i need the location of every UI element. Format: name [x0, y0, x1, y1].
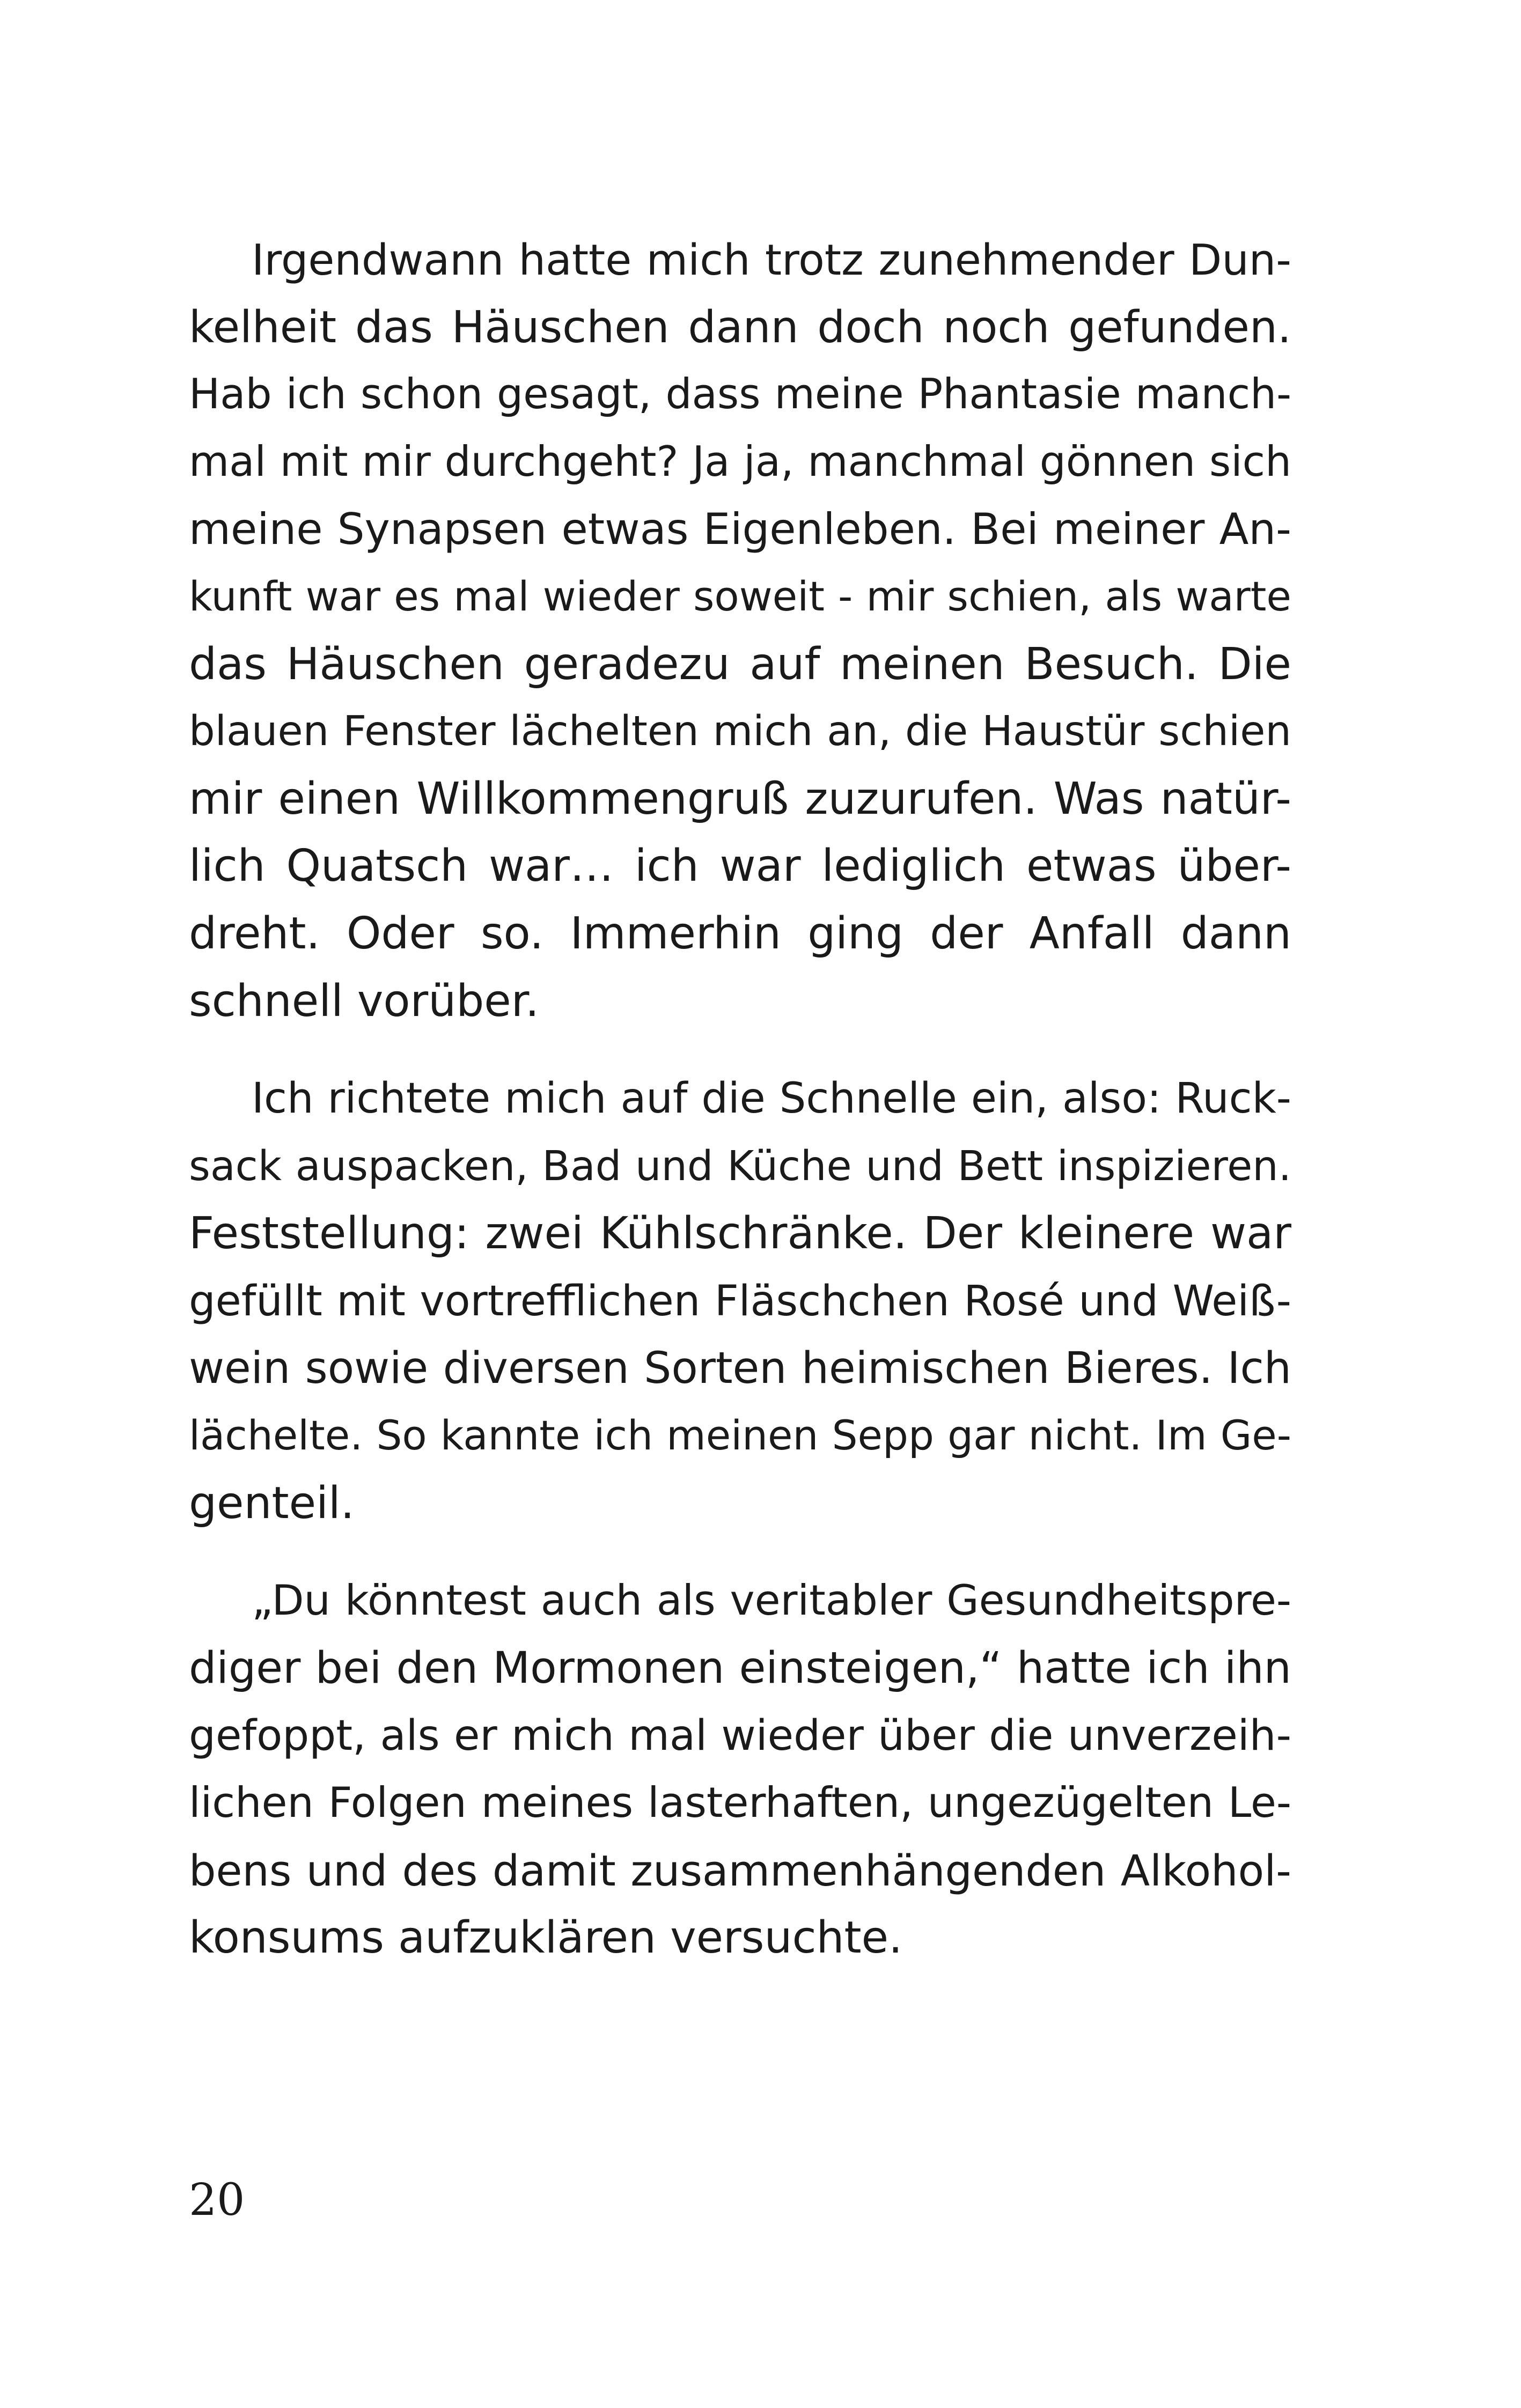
text-line: Irgendwann hatte mich trotz zunehmender Dun-: [252, 235, 1291, 285]
text-line: genteil.: [189, 1477, 355, 1529]
paragraph-spacer: [189, 1537, 1291, 1567]
text-line: mal mit mir durchgeht? Ja ja, manchmal gönnen sich: [189, 437, 1291, 486]
text-line: dreht. Oder so. Immerhin ging der Anfall dann: [189, 908, 1291, 959]
text-line: mir einen Willkommengruß zuzurufen. Was natür-: [189, 773, 1291, 824]
text-line: meine Synapsen etwas Eigenleben. Bei meiner An-: [189, 504, 1291, 555]
text-line: kelheit das Häuschen dann doch noch gefunden.: [189, 301, 1291, 353]
text-line: gefoppt, als er mich mal wieder über die unverzeih-: [189, 1711, 1291, 1761]
text-line: das Häuschen geradezu auf meinen Besuch. Die: [189, 638, 1291, 690]
text-line: lächelte. So kannte ich meinen Sepp gar nicht. Im Ge-: [189, 1412, 1291, 1460]
text-line: „Du könntest auch als veritabler Gesundheitspre-: [252, 1577, 1291, 1625]
paragraph-spacer: [189, 1035, 1291, 1065]
text-line: kunft war es mal wieder soweit - mir schien, als warte: [189, 572, 1291, 620]
paragraph-2: [189, 1065, 1291, 1537]
page-number: 20: [189, 2175, 245, 2226]
text-line: Ich richtete mich auf die Schnelle ein, also: Ruck-: [252, 1074, 1291, 1123]
text-line: Feststellung: zwei Kühlschränke. Der kleinere war: [189, 1208, 1291, 1260]
text-line: lichen Folgen meines lasterhaften, ungezügelten Le-: [189, 1779, 1291, 1828]
text-line: wein sowie diversen Sorten heimischen Bieres. Ich: [189, 1343, 1291, 1394]
text-line: Hab ich schon gesagt, dass meine Phantasie manch-: [189, 370, 1291, 419]
text-line: diger bei den Mormonen einsteigen,“ hatte ich ihn: [189, 1643, 1291, 1693]
text-line: lich Quatsch war… ich war lediglich etwas über-: [189, 841, 1291, 892]
body-text: [189, 226, 1291, 1972]
paragraph-1: [189, 226, 1291, 1035]
text-line: schnell vorüber.: [189, 975, 539, 1027]
text-line: bens und des damit zusammenhängenden Alkohol-: [189, 1845, 1291, 1896]
text-line: blauen Fenster lächelten mich an, die Haustür schien: [189, 708, 1291, 756]
text-line: gefüllt mit vortrefflichen Fläschchen Rosé und Weiß-: [189, 1276, 1291, 1325]
text-line: konsums aufzuklären versuchte.: [189, 1912, 903, 1964]
text-line: sack auspacken, Bad und Küche und Bett inspizieren.: [189, 1142, 1291, 1190]
paragraph-3: [189, 1567, 1291, 1972]
